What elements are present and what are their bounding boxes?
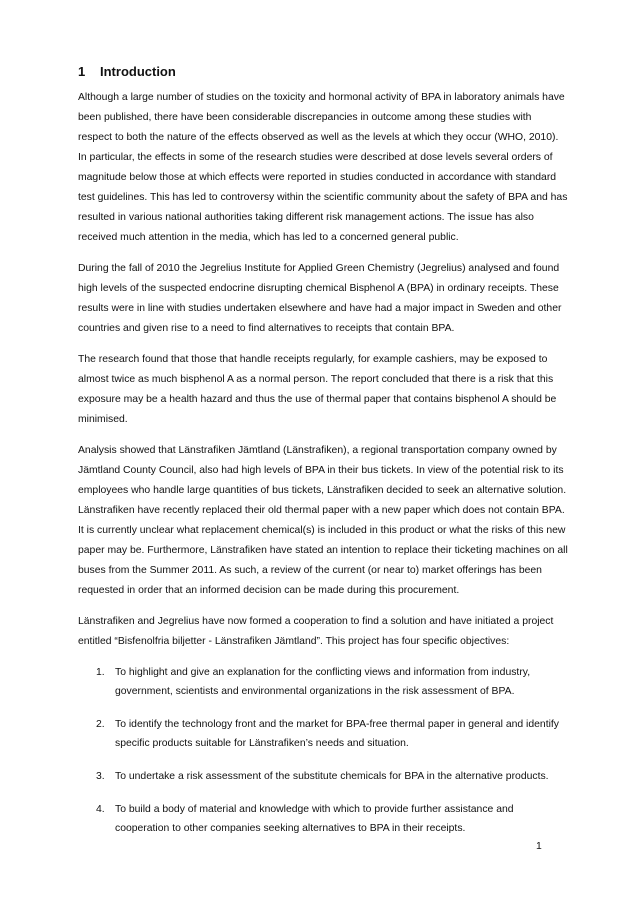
objectives-list [78,663,568,838]
section-heading [78,64,568,80]
objective-item [78,715,568,753]
objective-text: To identify the technology front and the market for BPA-free thermal paper in general and identify specific products suitable for Länstrafiken’s needs and situation. [115,719,559,749]
objective-number: 2. [96,719,105,730]
section-number: 1 [78,64,86,79]
section-title: Introduction [100,64,176,79]
paragraph-project-intro: Länstrafiken and Jegrelius have now formed a cooperation to find a solution and have initiated a project entitled “Bisfenolfria biljetter - Länstrafiken Jämtland”. This project has four specific objectives: [78,616,554,647]
paragraph-background: Although a large number of studies on the toxicity and hormonal activity of BPA in laboratory animals have been published, there have been considerable discrepancies in outcome among these studies with respect to both the nature of the effects observed as well as the levels at which they occur (WHO, 2010). In particular, the effects in some of the research studies were described at dose levels several orders of magnitude below those at which effects were reported in studies conducted in accordance with standard test guidelines. This has led to controversy within the scientific community about the safety of BPA and has resulted in various national authorities taking different risk management actions. The issue has also received much attention in the media, which has led to a concerned general public. [78,92,568,243]
paragraph-jegrelius-analysis: During the fall of 2010 the Jegrelius Institute for Applied Green Chemistry (Jegrelius) analysed and found high levels of the suspected endocrine disrupting chemical Bisphenol A (BPA) in ordinary receipts. These results were in line with studies undertaken elsewhere and have had a major impact in Sweden and other countries and given rise to a need to find alternatives to receipts that contain BPA. [78,263,562,334]
objective-text: To undertake a risk assessment of the substitute chemicals for BPA in the alternative products. [115,771,549,782]
objective-text: To highlight and give an explanation for the conflicting views and information from industry, government, scientists and environmental organizations in the risk assessment of BPA. [115,667,531,697]
page-content [78,64,568,852]
objective-text: To build a body of material and knowledge with which to provide further assistance and cooperation to other companies seeking alternatives to BPA in their receipts. [115,804,514,834]
page-number: 1 [536,841,542,852]
objective-number: 1. [96,667,105,678]
objective-number: 4. [96,804,105,815]
objective-number: 3. [96,771,105,782]
paragraph-exposure-findings: The research found that those that handle receipts regularly, for example cashiers, may be exposed to almost twice as much bisphenol A as a normal person. The report concluded that there is a risk that this exposure may be a health hazard and thus the use of thermal paper that contains bisphenol A should be minimised. [78,354,557,425]
objective-item [78,767,568,786]
paragraph-lanstrafiken: Analysis showed that Länstrafiken Jämtland (Länstrafiken), a regional transportation company owned by Jämtland County Council, also had high levels of BPA in their bus tickets. In view of the potential risk to its employees who handle large quantities of bus tickets, Länstrafiken decided to seek an alternative solution. Länstrafiken have recently replaced their old thermal paper with a new paper which does not contain BPA. It is currently unclear what replacement chemical(s) is included in this product or what the risks of this new paper may be. Furthermore, Länstrafiken have stated an intention to replace their ticketing machines on all buses from the Summer 2011. As such, a review of the current (or near to) market offerings has been requested in order that an informed decision can be made during this procurement. [78,445,568,596]
objective-item [78,663,568,701]
objective-item [78,800,568,838]
